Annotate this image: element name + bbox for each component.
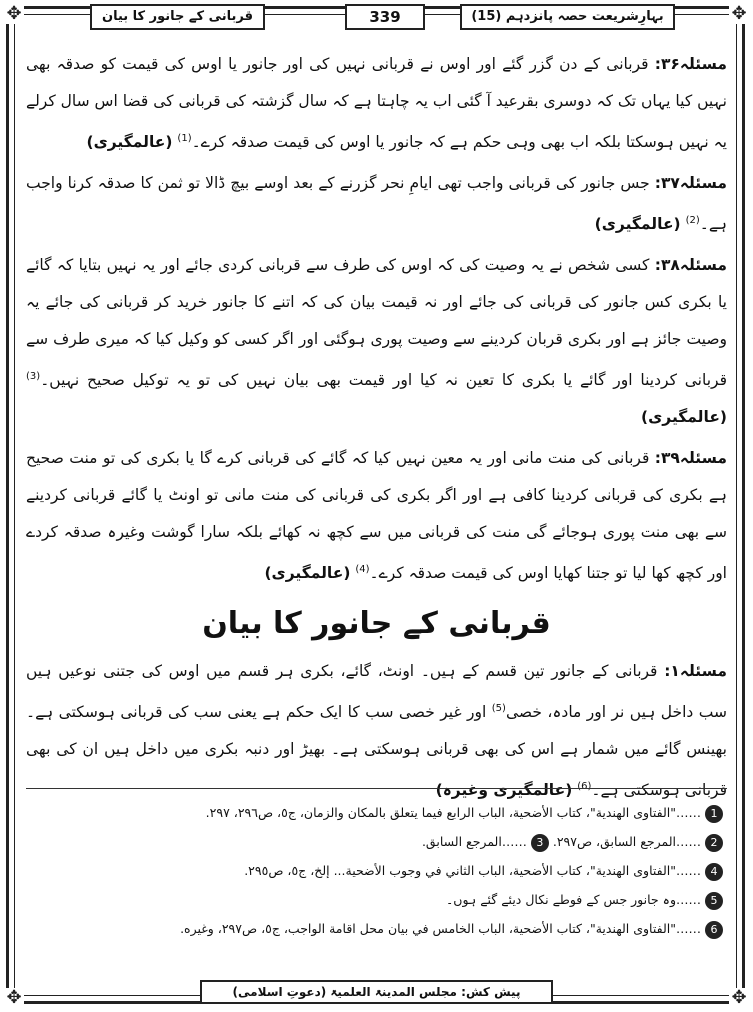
- masala-label: مسئلہ۱:: [664, 661, 727, 680]
- footnote: [30, 856, 723, 885]
- footnote-text: ……"الفتاوى الهندية"، كتاب الأضحية، الباب الخامس في بيان محل اقامة الواجب، ج٥، ص٢٩٧، وغيره.: [180, 921, 701, 936]
- masala-text: اور غیر خصی سب کا ایک حکم ہے یعنی سب کی قربانی ہوسکتی ہے۔ بھینس گائے میں شمار ہے اس کی بھی قربانی ہوسکتی ہے۔ بھیڑ اور دنبہ بکری میں داخل ہیں ان کی بھی قربانی ہوسکتی ہے۔: [26, 702, 727, 799]
- header-book-title: بہارِشریعت حصہ پانزدہم (15): [460, 4, 675, 30]
- footnote-text: ……"الفتاوى الهندية"، كتاب الأضحية، الباب الثاني في وجوب الأضحية... إلخ، ج٥، ص٢٩٥.: [244, 863, 701, 878]
- footnote-number: 1: [705, 805, 723, 823]
- masala-paragraph: [26, 165, 727, 243]
- corner-ornament: ✥: [4, 4, 24, 24]
- header-chapter-title: قربانی کے جانور کا بیان: [90, 4, 265, 30]
- footnote-text: ……"الفتاوى الهندية"، كتاب الأضحية، الباب الرابع فيما يتعلق بالمكان والزمان، ج٥، ص٢٩٦، ٢٩٧.: [205, 805, 701, 820]
- citation: (عالمگیری): [264, 564, 351, 583]
- masala-paragraph: [26, 247, 727, 436]
- footnote-ref: (5): [491, 702, 506, 714]
- footnote-number: 6: [705, 921, 723, 939]
- footnote-divider: [26, 788, 727, 789]
- footnote-ref: (4): [355, 564, 370, 576]
- masala-text: جس جانور کی قربانی واجب تھی ایامِ نحر گزرنے کے بعد اوسے بیچ ڈالا تو ثمن کا صدقہ کرنا واجب ہے۔: [26, 174, 727, 234]
- citation: (عالمگیری): [641, 408, 727, 427]
- masala-text: قربانی کے جانور تین قسم کے ہیں۔ اونٹ، گائے، بکری ہر قسم میں اوس کی جتنی نوعیں ہیں سب داخل ہیں نر اور مادہ، خصی: [26, 661, 727, 721]
- masala-text: قربانی کی منت مانی اور یہ معین نہیں کیا کہ گائے کی قربانی کرے گا یا بکری کی تو منت صحیح ہے بکری کی قربانی کردینا کافی ہے اور اگر بکری کی قربانی کی منت مانی تو اونٹ یا گائے قربانی کردینے سے بھی منت پوری ہوجائے گی منت کی قربانی میں سے کچھ نہ کھائے بلکہ سارا گوشت وغیرہ صدقہ کردے اور کچھ کھا لیا تو جتنا کھایا اوس کی قیمت صدقہ کرے۔: [26, 449, 727, 583]
- masala-paragraph: [26, 653, 727, 809]
- footnote-ref: (1): [177, 133, 192, 144]
- masala-label: مسئلہ۳۷:: [654, 174, 727, 193]
- section-heading: قربانی کے جانور کا بیان: [202, 605, 551, 641]
- footnotes: [30, 798, 723, 943]
- footnote-text: ……المرجع السابق، ص٢٩٧.: [552, 834, 701, 849]
- citation: (عالمگیری): [594, 215, 681, 234]
- footnote-ref: (3): [26, 371, 41, 383]
- footnote-text: ……وہ جانور جس کے فوطے نکال دیئے گئے ہوں۔: [445, 892, 701, 907]
- footnote-ref: (2): [685, 215, 700, 227]
- footer-publisher: پیش کش: مجلس المدینۃ العلمیۃ (دعوتِ اسلامی): [200, 980, 553, 1004]
- corner-ornament: ✥: [4, 988, 24, 1008]
- footnote-text: ……المرجع السابق.: [421, 834, 527, 849]
- masala-paragraph: [26, 46, 727, 161]
- footnote-number: 3: [531, 834, 549, 852]
- citation: (عالمگیری وغیرہ): [435, 780, 573, 799]
- footnote-number: 4: [705, 863, 723, 881]
- masala-text: کسی شخص نے یہ وصیت کی کہ اوس کی طرف سے قربانی کردی جائے اور یہ نہیں بتایا کہ گائے یا بکری کس جانور کی قربانی کی جائے اور نہ قیمت بیان کی کہ اتنے کا جانور خرید کر قربانی کی جائے یہ وصیت جائز ہے اور بکری قربان کردینے سے وصیت پوری ہوگئی اور اگر کسی کو وکیل کیا کہ میری طرف سے قربانی کردینا اور گائے یا بکری کا تعین نہ کیا اور قیمت بھی بیان نہیں کی تو یہ توکیل صحیح نہیں۔: [26, 256, 727, 390]
- footnote: [30, 827, 723, 856]
- masala-label: مسئلہ۳۸:: [654, 256, 727, 275]
- citation: (عالمگیری): [86, 133, 173, 152]
- masala-text: قربانی کے دن گزر گئے اور اوس نے قربانی نہیں کی اور جانور یا اوس کی قیمت کو صدقہ بھی نہیں کیا یہاں تک کہ دوسری بقرعید آ گئی اب یہ چاہتا ہے کہ سال گزشتہ کی قربانی کی قضا اس سال کرلے یہ نہیں ہوسکتا بلکہ اب بھی وہی حکم ہے کہ جانور یا اوس کی قیمت صدقہ کرے۔: [26, 55, 727, 152]
- masala-paragraph: [26, 440, 727, 592]
- corner-ornament: ✥: [729, 4, 749, 24]
- footnote-number: 5: [705, 892, 723, 910]
- corner-ornament: ✥: [729, 988, 749, 1008]
- masala-label: مسئلہ۳۹:: [654, 449, 727, 468]
- footnote-number: 2: [705, 834, 723, 852]
- masala-label: مسئلہ۳۶:: [654, 55, 727, 73]
- page-number: 339: [345, 4, 425, 30]
- footnote: [30, 798, 723, 827]
- footnote: [30, 885, 723, 914]
- footnote: [30, 914, 723, 943]
- footnote-ref: (6): [577, 780, 592, 792]
